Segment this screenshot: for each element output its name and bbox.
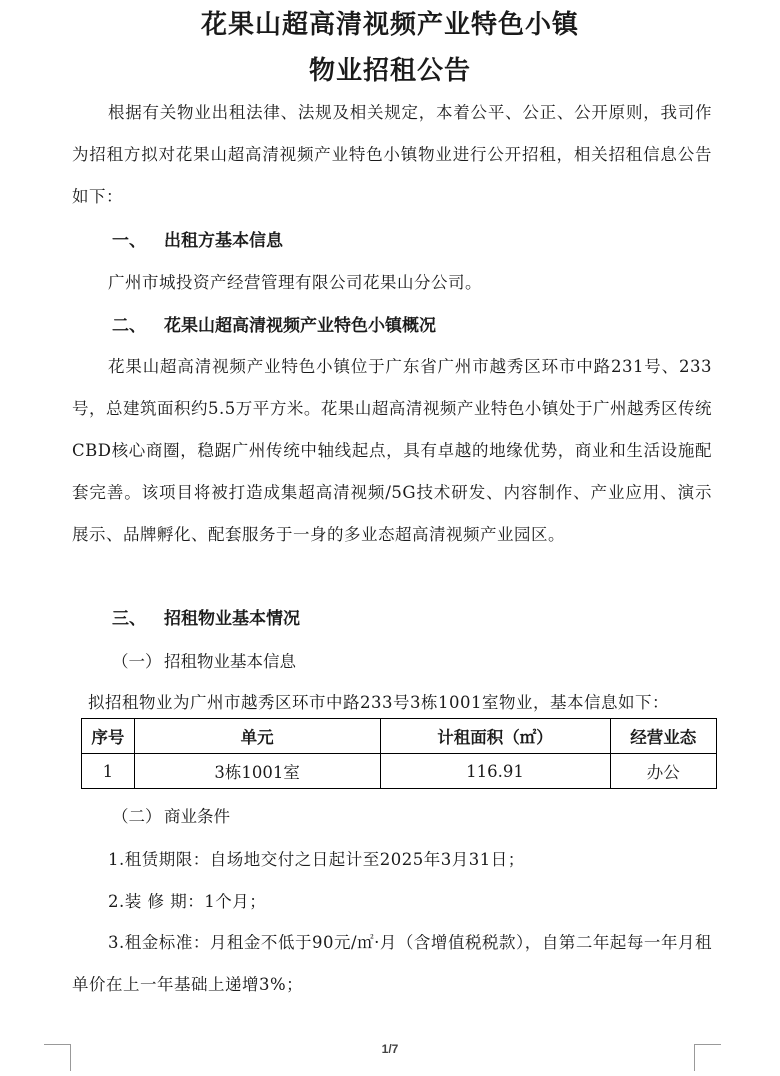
subsection-title: 招租物业基本信息 xyxy=(164,652,296,671)
table-header-cell: 序号 xyxy=(82,719,135,754)
condition-item-3: 3.租金标准：月租金不低于90元/㎡·月（含增值税税款），自第二年起每一年月租单价在上一年基础上递增3%； xyxy=(72,933,712,994)
section-number: 三、 xyxy=(112,609,146,629)
section-heading-3 xyxy=(112,607,300,631)
property-intro-line: 拟招租物业为广州市越秀区环市中路233号3栋1001室物业，基本信息如下： xyxy=(88,693,669,712)
section-heading-1 xyxy=(112,229,283,253)
section-number: 二、 xyxy=(112,316,146,336)
section2-body: 花果山超高清视频产业特色小镇位于广东省广州市越秀区环市中路231号、233号，总建筑面积约5.5万平方米。花果山超高清视频产业特色小镇处于广州越秀区传统CBD核心商圈，稳踞广州传统中轴线起点，具有卓越的地缘优势，商业和生活设施配套完善。该项目将被打造成集超高清视频/5G技术研发、内容制作、产业应用、演示展示、品牌孵化、配套服务于一身的多业态超高清视频产业园区。 xyxy=(72,357,712,544)
table-header-row xyxy=(82,719,717,754)
condition-item-2: 2.装 修 期：1个月； xyxy=(108,892,267,911)
table-row xyxy=(82,754,717,789)
table-cell: 1 xyxy=(82,754,135,789)
property-info-table xyxy=(81,718,717,789)
document-title-line1: 花果山超高清视频产业特色小镇 xyxy=(200,10,579,40)
table-header-cell: 经营业态 xyxy=(610,719,716,754)
table-cell: 办公 xyxy=(610,754,716,789)
table-cell: 3栋1001室 xyxy=(134,754,380,789)
section-heading-2 xyxy=(112,314,436,338)
section-title: 出租方基本信息 xyxy=(164,231,283,251)
subsection-title: 商业条件 xyxy=(164,807,230,826)
subsection-heading-2 xyxy=(112,805,230,829)
section-title: 招租物业基本情况 xyxy=(164,609,300,629)
section-number: 一、 xyxy=(112,231,146,251)
subsection-heading-1 xyxy=(112,650,296,674)
intro-paragraph: 根据有关物业出租法律、法规及相关规定，本着公平、公正、公开原则，我司作为招租方拟对花果山超高清视频产业特色小镇物业进行公开招租，相关招租信息公告如下： xyxy=(72,103,712,206)
subsection-number: （一） xyxy=(112,652,162,671)
table-header-cell: 单元 xyxy=(134,719,380,754)
table-header-cell: 计租面积（㎡） xyxy=(380,719,610,754)
section1-body: 广州市城投资产经营管理有限公司花果山分公司。 xyxy=(108,273,482,292)
subsection-number: （二） xyxy=(112,807,162,826)
page-number: 1/7 xyxy=(381,1042,399,1056)
section-title: 花果山超高清视频产业特色小镇概况 xyxy=(164,316,436,336)
document-title-line2: 物业招租公告 xyxy=(308,56,471,86)
condition-item-1: 1.租赁期限：自场地交付之日起计至2025年3月31日； xyxy=(108,850,525,869)
table-cell: 116.91 xyxy=(380,754,610,789)
